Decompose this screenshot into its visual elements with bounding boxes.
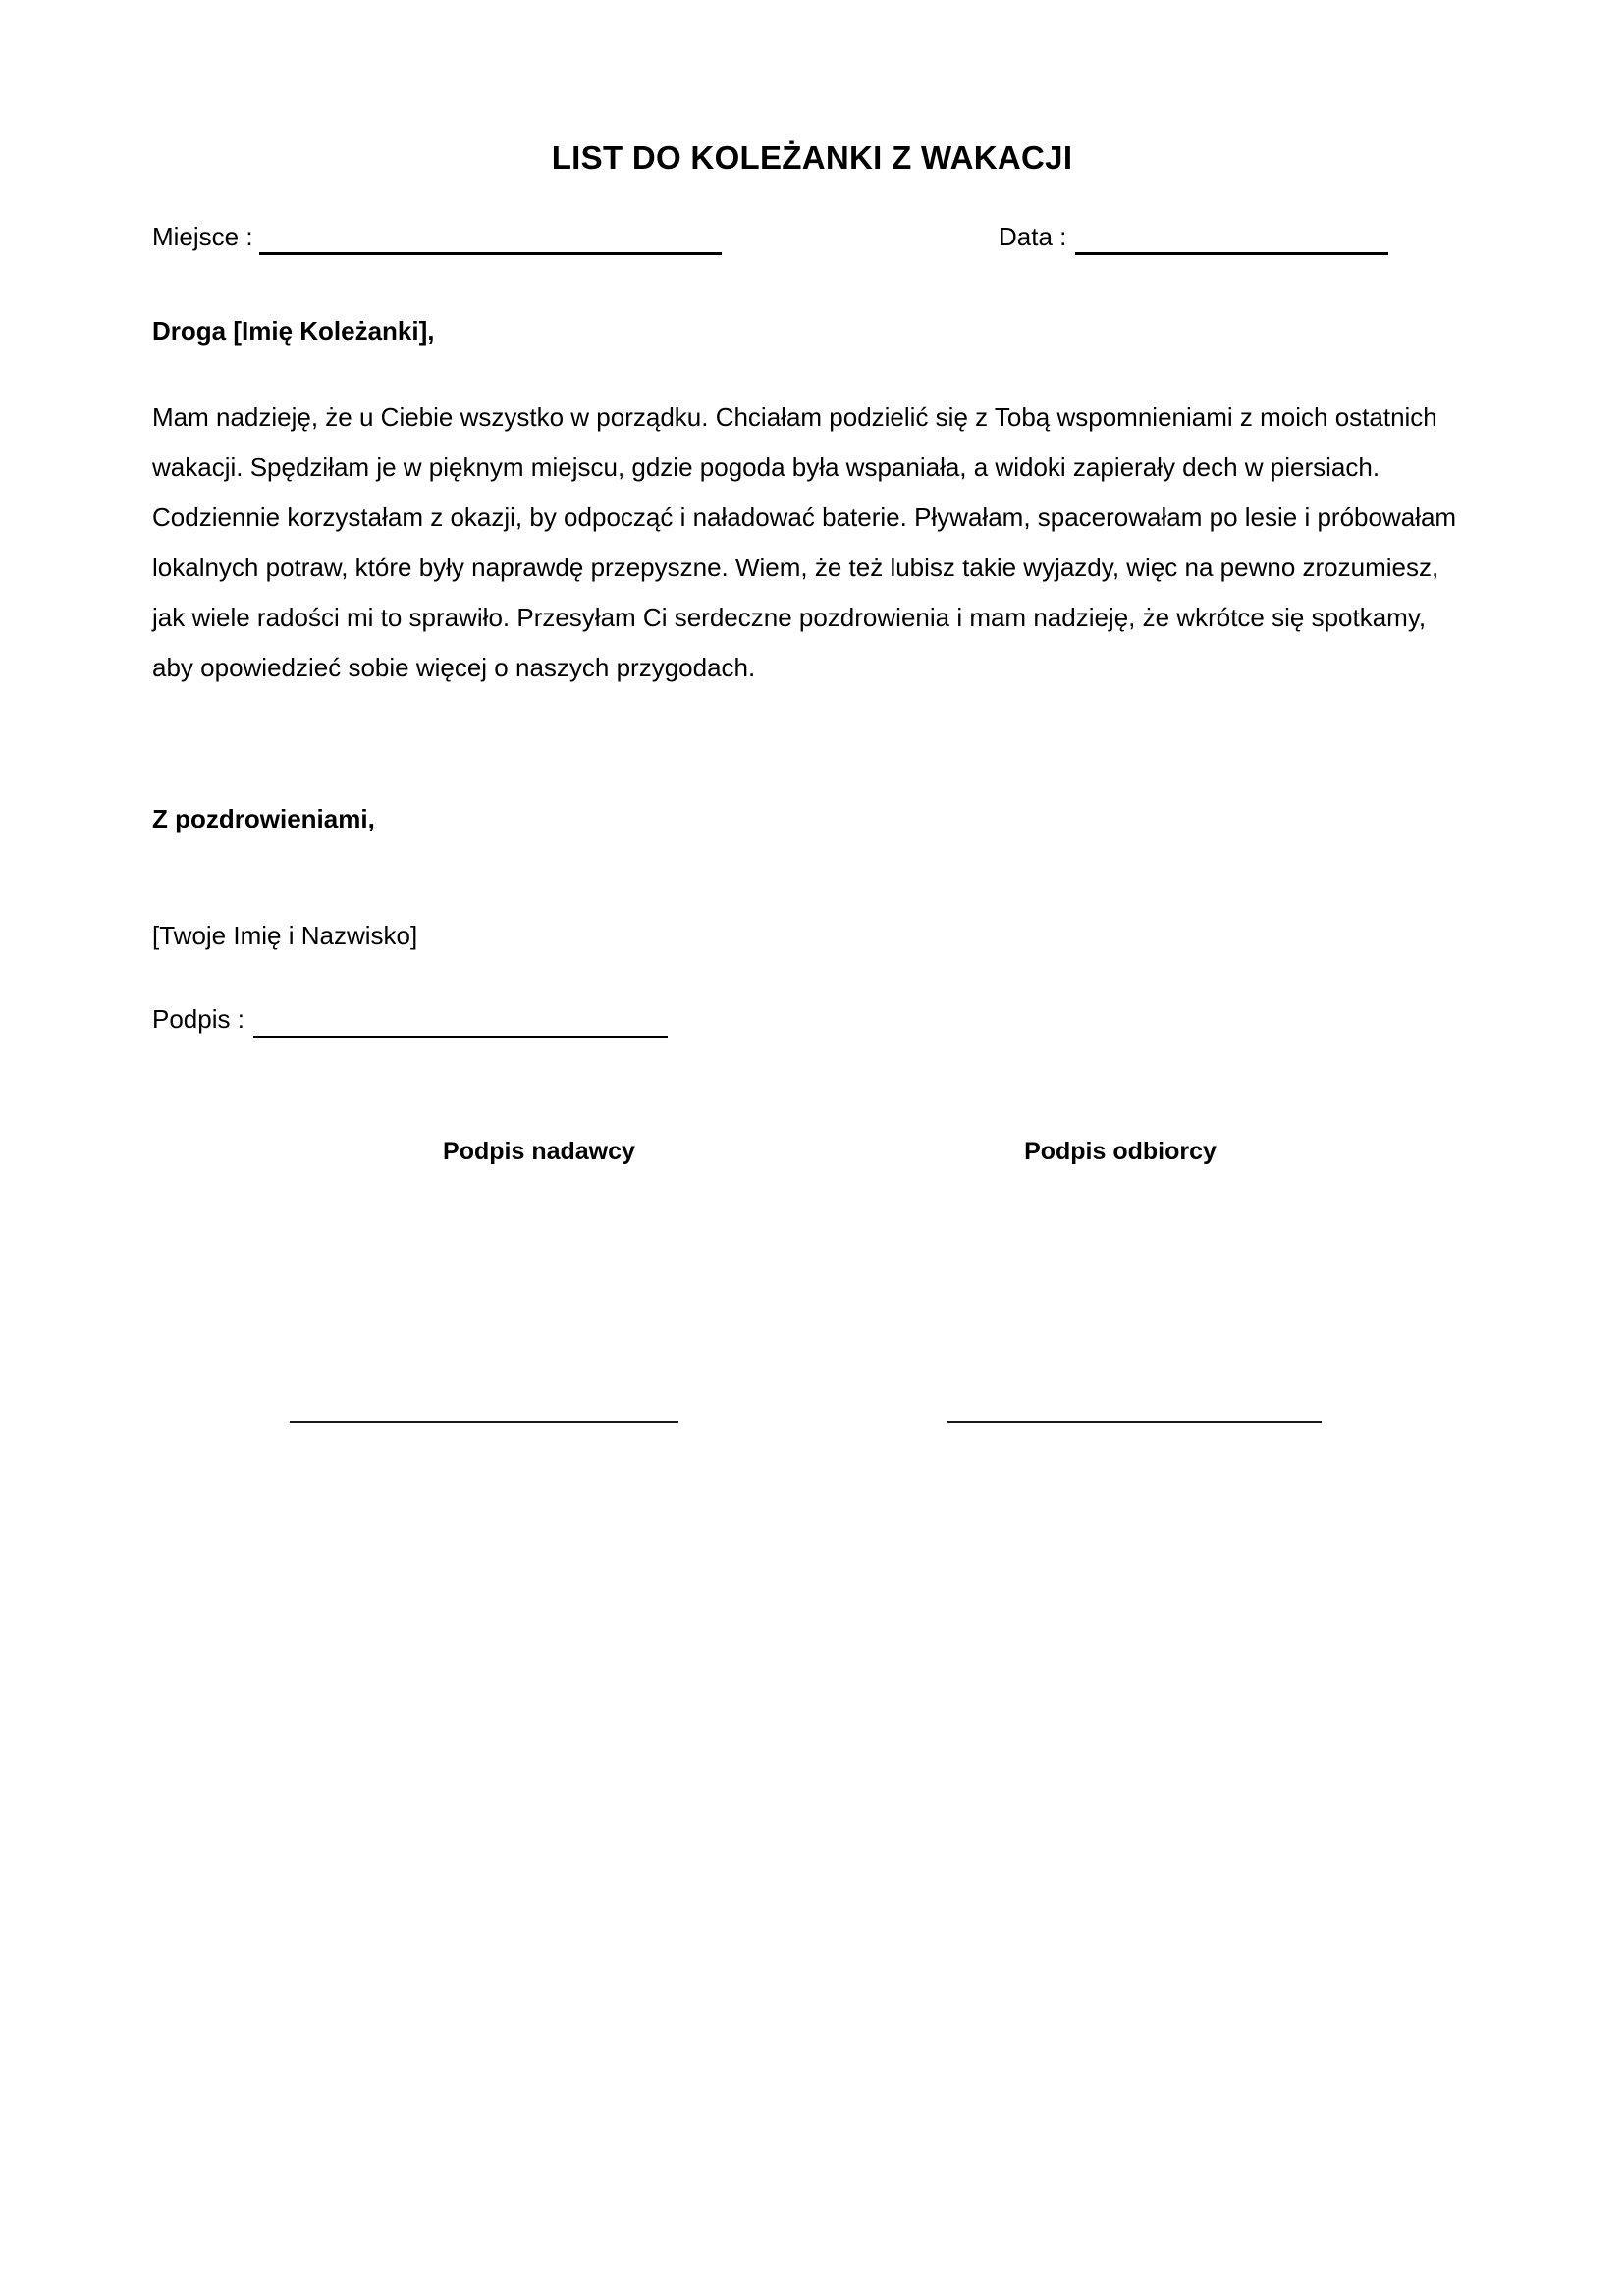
place-label: Miejsce : bbox=[152, 222, 253, 251]
receiver-signature-column bbox=[914, 1137, 1326, 1166]
signature-inline-rule[interactable] bbox=[253, 1036, 668, 1038]
sender-signature-column bbox=[333, 1137, 745, 1166]
place-input-rule[interactable] bbox=[259, 252, 722, 255]
signature-block bbox=[152, 1137, 1473, 1461]
receiver-signature-line[interactable] bbox=[947, 1421, 1322, 1423]
sender-signature-line[interactable] bbox=[290, 1421, 678, 1423]
greeting-line: Droga [Imię Koleżanki], bbox=[152, 316, 435, 346]
meta-row bbox=[152, 222, 1472, 267]
letter-body: Mam nadzieję, że u Ciebie wszystko w porządku. Chciałam podzielić się z Tobą wspomnieniami z moich ostatnich wakacji. Spędziłam je w pięknym miejscu, gdzie pogoda była wspaniała, a widoki zapierały dech w piersiach. Codziennie korzystałam z okazji, by odpocząć i naładować baterie. Pływałam, spacerowałam po lesie i próbowałam lokalnych potraw, które były naprawdę przepyszne. Wiem, że też lubisz takie wyjazdy, więc na pewno zrozumiesz, jak wiele radości mi to sprawiło. Przesyłam Ci serdeczne pozdrowienia i mam nadzieję, że wkrótce się spotkamy, aby opowiedzieć sobie więcej o naszych przygodach. bbox=[152, 402, 1457, 682]
page-title: LIST DO KOLEŻANKI Z WAKACJI bbox=[551, 139, 1073, 177]
closing-line: Z pozdrowieniami, bbox=[152, 804, 375, 833]
signature-inline-label: Podpis : bbox=[152, 1004, 244, 1034]
date-input-rule[interactable] bbox=[1075, 252, 1388, 255]
date-field bbox=[999, 222, 1388, 255]
signature-inline-field bbox=[152, 1003, 668, 1038]
receiver-signature-caption: Podpis odbiorcy bbox=[1024, 1138, 1217, 1165]
sender-signature-caption: Podpis nadawcy bbox=[443, 1138, 635, 1165]
date-label: Data : bbox=[999, 222, 1067, 251]
sender-name-placeholder: [Twoje Imię i Nazwisko] bbox=[152, 921, 418, 950]
place-field bbox=[152, 222, 722, 255]
